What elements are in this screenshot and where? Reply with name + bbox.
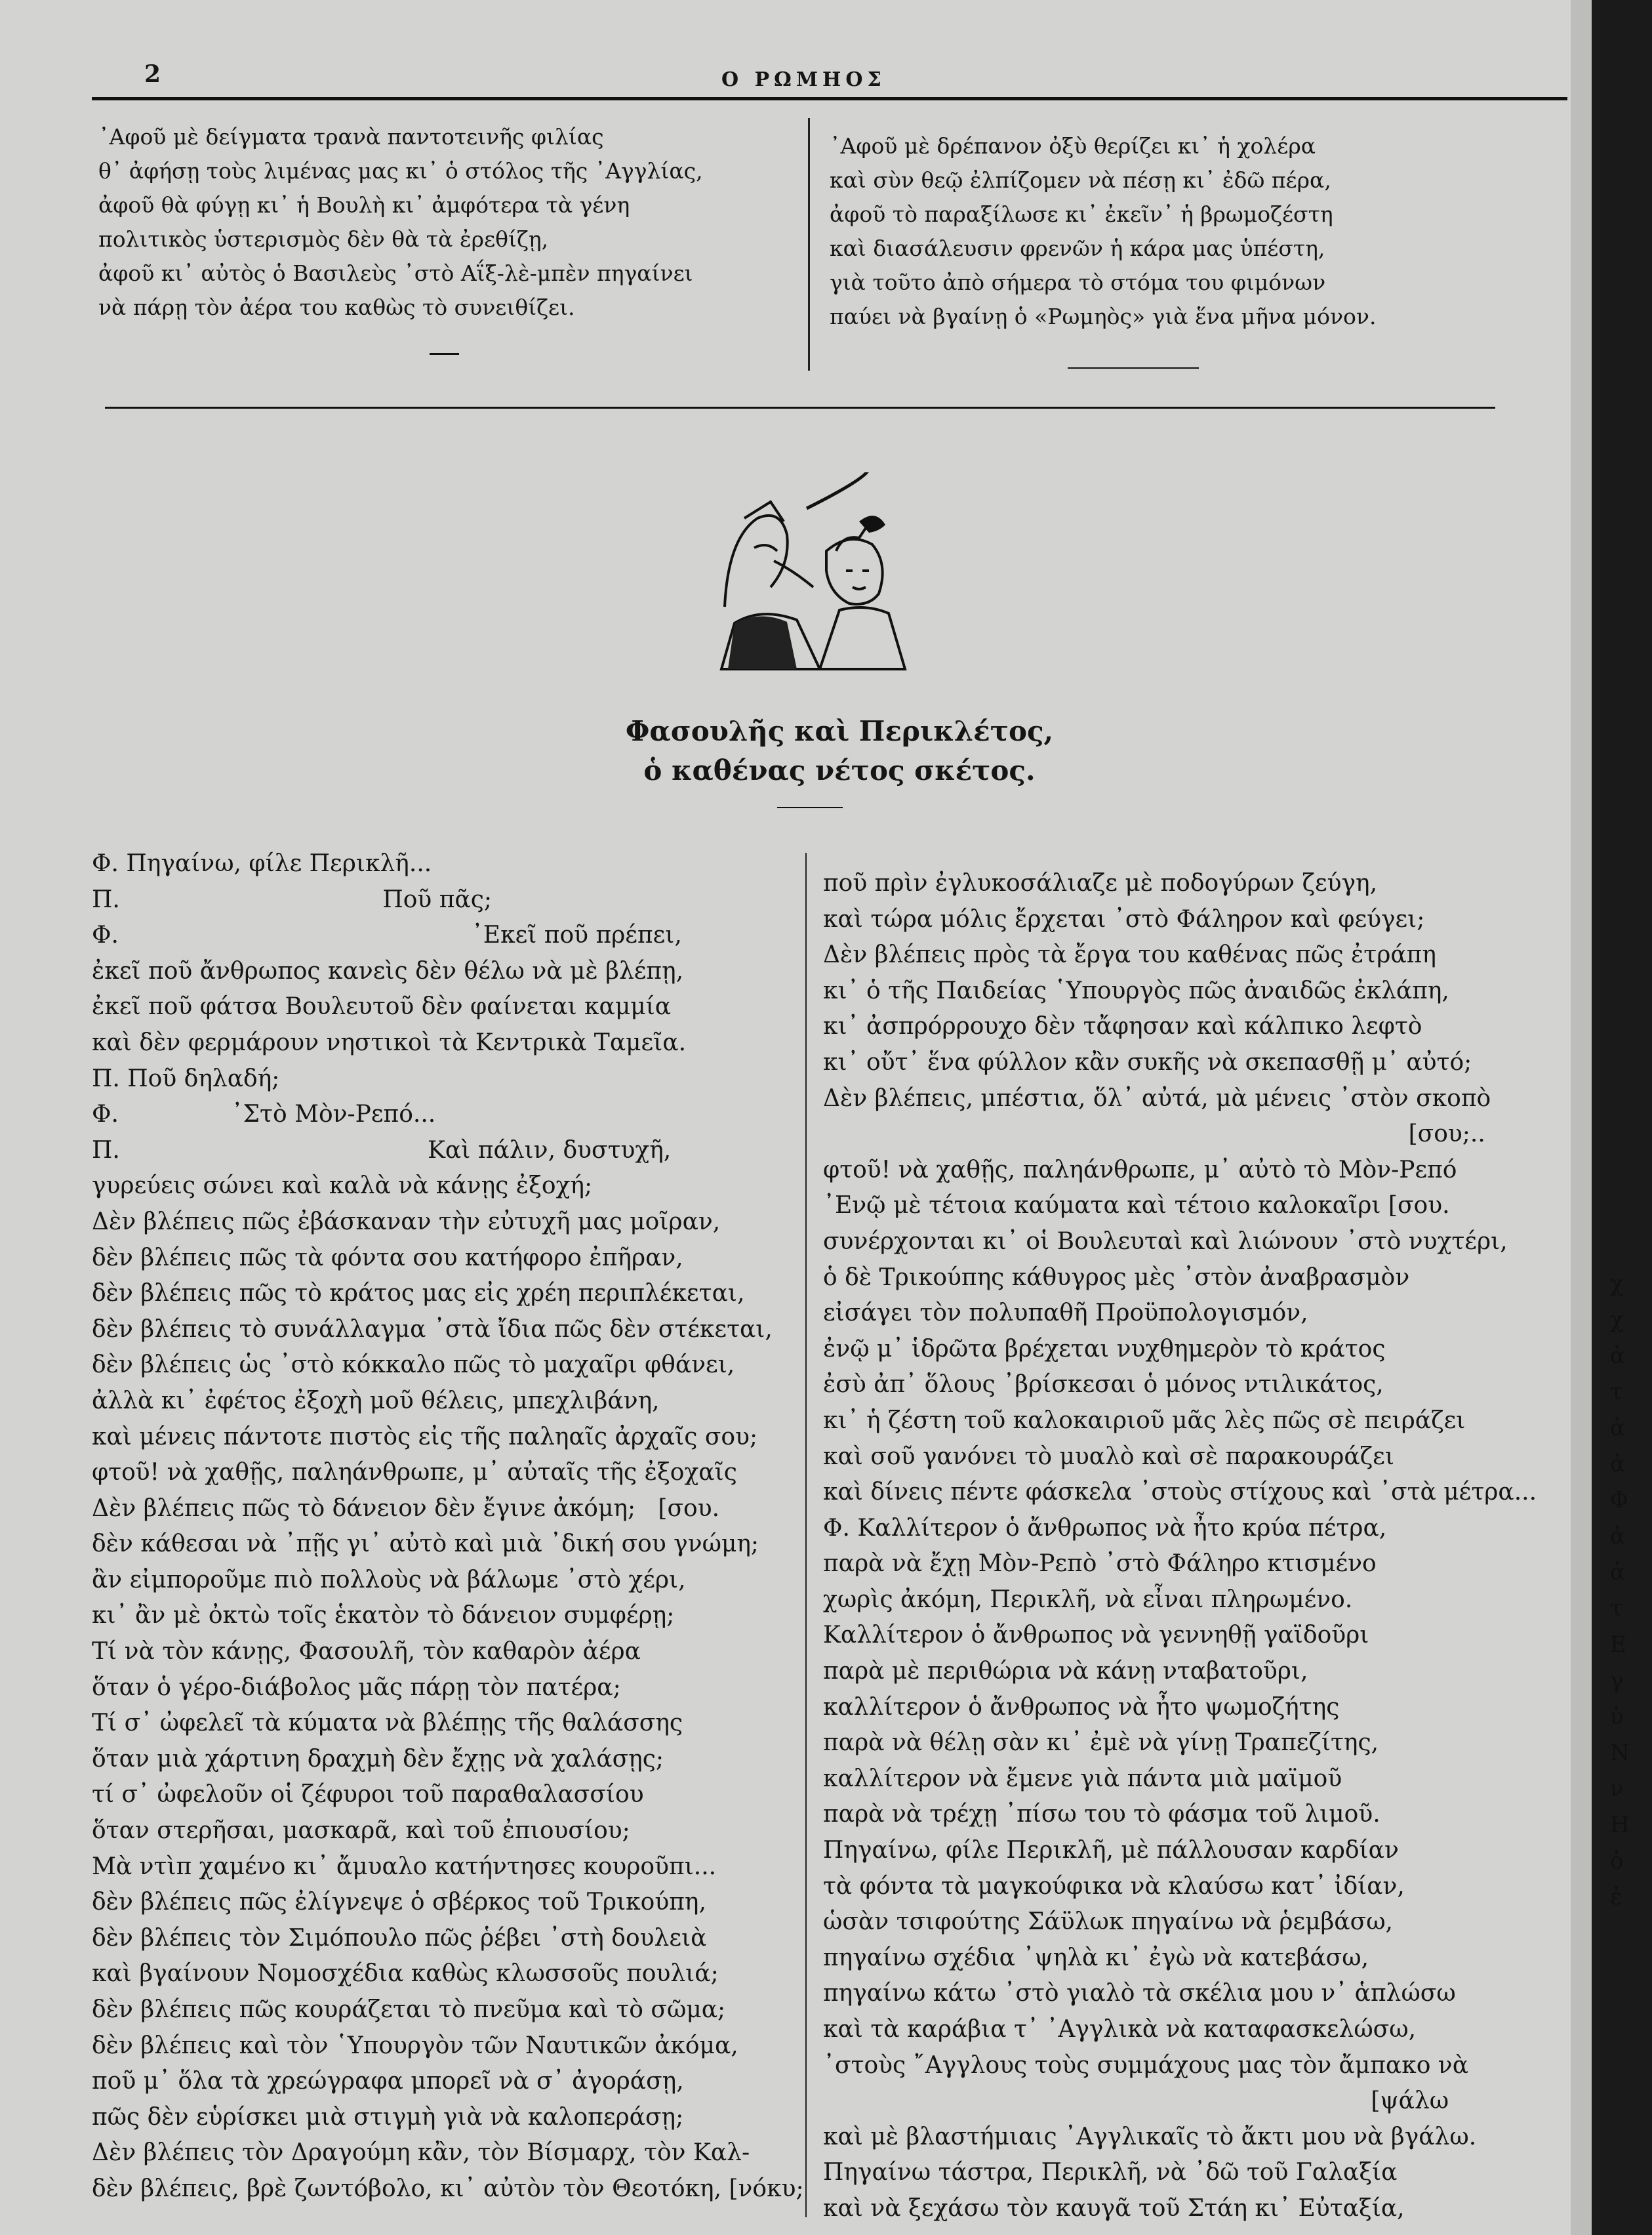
poem-line: ᾿Αφοῦ μὲ δρέπανον ὀξὺ θερίζει κι᾿ ἡ χολέρα xyxy=(830,133,1316,159)
verse-line: χωρὶς ἀκόμη, Περικλῆ, νὰ εἶναι πληρωμένο. xyxy=(823,1586,1353,1613)
verse-line: δὲν βλέπεις καὶ τὸν ῾Υπουργὸν τῶν Ναυτικῶν ἀκόμα, xyxy=(92,2032,738,2059)
verse-line: δὲν βλέπεις τὸ συνάλλαγμα ᾽στὰ ἴδια πῶς δὲν στέκεται, xyxy=(92,1315,773,1343)
verse-line: ἂν εἰμποροῦμε πιὸ πολλοὺς νὰ βάλωμε ᾽στὸ χέρι, xyxy=(92,1566,686,1593)
verse-line: ὡσὰν τσιφούτης Σάϋλωκ πηγαίνω νὰ ῥεμβάσω, xyxy=(823,1908,1393,1936)
verse-line: Φ. ᾽Στὸ Μὸν-Ρεπό... xyxy=(92,1101,436,1128)
verse-line: συνέρχονται κι᾿ οἱ Βουλευταὶ καὶ λιώνουν ᾽στὸ νυχτέρι, xyxy=(823,1227,1508,1255)
poem-line: ἀφοῦ κι᾿ αὐτὸς ὁ Βασιλεὺς ᾽στὸ Αΐξ-λὲ-μπὲν πηγαίνει xyxy=(98,260,693,286)
verse-line: κι᾿ ὁ τῆς Παιδείας ῾Υπουργὸς πῶς ἀναιδῶς ἐκλάπη, xyxy=(823,977,1449,1004)
verse-line: εἰσάγει τὸν πολυπαθῆ Προϋπολογισμόν, xyxy=(823,1300,1308,1327)
poem-line: παύει νὰ βγαίνῃ ὁ «Ρωμηὸς» γιὰ ἕνα μῆνα μόνον. xyxy=(830,304,1377,329)
edge-letter: ἐ xyxy=(1610,1884,1622,1910)
verse-line: παρὰ νὰ τρέχῃ ᾽πίσω του τὸ φάσμα τοῦ λιμοῦ. xyxy=(823,1801,1380,1828)
edge-letter: ἀ xyxy=(1610,1415,1625,1441)
verse-line: πηγαίνω κάτω ᾽στὸ γιαλὸ τὰ σκέλια μου ν᾿ ἁπλώσω xyxy=(823,1980,1456,2007)
edge-letter: Ε xyxy=(1610,1631,1626,1658)
verse-line: καὶ μὲ βλαστήμιαις ᾿Αγγλικαῖς τὸ ἄκτι μου νὰ βγάλω. xyxy=(823,2123,1477,2150)
verse-line: καὶ δὲν φερμάρουν νηστικοὶ τὰ Κεντρικὰ Ταμεῖα. xyxy=(92,1029,687,1056)
title-underline xyxy=(777,807,843,808)
verse-line: ὁ δὲ Τρικούπης κάθυγρος μὲς ᾽στὸν ἀναβρασμὸν xyxy=(823,1263,1410,1291)
verse-line: Φ. Πηγαίνω, φίλε Περικλῆ... xyxy=(92,850,432,877)
article-title xyxy=(616,712,1062,790)
verse-line: ποῦ μ᾿ ὅλα τὰ χρεώγραφα μπορεῖ νὰ σ᾿ ἀγοράσῃ, xyxy=(92,2068,684,2095)
verse-line: ὅταν ὁ γέρο-διάβολος μᾶς πάρῃ τὸν πατέρα; xyxy=(92,1673,621,1701)
verse-line: καὶ σοῦ γανόνει τὸ μυαλὸ καὶ σὲ παρακουράζει xyxy=(823,1443,1394,1470)
verse-line: καλλίτερον ὁ ἄνθρωπος νὰ ἦτο ψωμοζήτης xyxy=(823,1693,1340,1721)
verse-line: ὅταν μιὰ χάρτινη δραχμὴ δὲν ἔχῃς νὰ χαλάσῃς; xyxy=(92,1745,664,1773)
verse-line: Π. Καὶ πάλιν, δυστυχῆ, xyxy=(92,1136,672,1164)
verse-line: Π. Ποῦ πᾶς; xyxy=(92,886,493,913)
poem-line: ἀφοῦ τὸ παραξίλωσε κι᾿ ἐκεῖν᾿ ἡ βρωμοζέστη xyxy=(830,201,1333,227)
title-line-2: ὁ καθένας νέτος σκέτος. xyxy=(643,754,1036,787)
verse-line: ποῦ πρὶν ἐγλυκοσάλιαζε μὲ ποδογύρων ζεύγη, xyxy=(823,870,1378,897)
edge-letter: Η xyxy=(1610,1812,1630,1838)
verse-line: τί σ᾿ ὠφελοῦν οἱ ζέφυροι τοῦ παραθαλασσίου xyxy=(92,1781,644,1809)
verse-line: Μὰ ντὶπ χαμένο κι᾿ ἄμυαλο κατήντησες κουροῦπι... xyxy=(92,1853,717,1880)
verse-line: ἐσὺ ἀπ᾿ ὅλους ᾽βρίσκεσαι ὁ μόνος ντιλικάτος, xyxy=(823,1371,1384,1399)
verse-line: κι᾿ ἡ ζέστη τοῦ καλοκαιριοῦ μᾶς λὲς πῶς σὲ πειράζει xyxy=(823,1406,1466,1434)
end-dash-right xyxy=(1068,367,1199,369)
edge-letter: χ xyxy=(1610,1307,1624,1333)
verse-line: δὲν βλέπεις πῶς τὰ φόντα σου κατήφορο ἐπῆραν, xyxy=(92,1244,683,1271)
verse-line: πηγαίνω σχέδια ᾽ψηλὰ κι᾿ ἐγὼ νὰ κατεβάσω, xyxy=(823,1944,1369,1971)
edge-letter: ὁ xyxy=(1610,1848,1624,1874)
verse-line: καὶ τώρα μόλις ἔρχεται ᾽στὸ Φάληρον καὶ φεύγει; xyxy=(823,905,1425,933)
verse-line: παρὰ νὰ ἔχῃ Μὸν-Ρεπὸ ᾽στὸ Φάληρο κτισμένο xyxy=(823,1550,1377,1578)
header-rule xyxy=(92,97,1567,100)
verse-line: παρὰ νὰ θέλῃ σὰν κι᾿ ἐμὲ νὰ γίνῃ Τραπεζίτης, xyxy=(823,1729,1379,1757)
edge-letter: τ xyxy=(1610,1595,1622,1622)
running-title: Ο ΡΩΜΗΟΣ xyxy=(721,68,886,91)
verse-line: φτοῦ! νὰ χαθῇς, παληάνθρωπε, μ᾿ αὐταῖς τῆς ἐξοχαῖς xyxy=(92,1459,737,1487)
verse-line: δὲν βλέπεις πῶς ἐλίγνεψε ὁ σβέρκος τοῦ Τρικούπη, xyxy=(92,1889,706,1916)
right-column-text xyxy=(823,866,1537,2227)
edge-letter: Φ xyxy=(1610,1487,1628,1513)
verse-line: Τί νὰ τὸν κάνῃς, Φασουλῆ, τὸν καθαρὸν ἀέρα xyxy=(92,1638,641,1666)
verse-line: δὲν κάθεσαι νὰ ᾽πῇς γι᾿ αὐτὸ καὶ μιὰ ᾽δική σου γνώμη; xyxy=(92,1530,759,1558)
verse-line: Δὲν βλέπεις πρὸς τὰ ἔργα του καθένας πῶς ἐτράπη xyxy=(823,941,1436,969)
verse-line: ἀλλὰ κι᾿ ἐφέτος ἐξοχὴ μοῦ θέλεις, μπεχλιβάνη, xyxy=(92,1387,660,1414)
verse-line: Πηγαίνω, φίλε Περικλῆ, μὲ πάλλουσαν καρδίαν xyxy=(823,1837,1399,1864)
poem-line: νὰ πάρῃ τὸν ἀέρα του καθὼς τὸ συνειθίζει. xyxy=(98,295,575,320)
column-divider-top xyxy=(808,118,810,371)
verse-line: ἐκεῖ ποῦ ἄνθρωπος κανεὶς δὲν θέλω νὰ μὲ βλέπῃ, xyxy=(92,957,684,985)
poem-line: θ᾿ ἀφήσῃ τοὺς λιμένας μας κι᾿ ὁ στόλος τῆς ᾿Αγγλίας, xyxy=(98,158,703,184)
verse-line: κι᾿ οὔτ᾿ ἕνα φύλλον κἂν συκῆς νὰ σκεπασθῇ μ᾿ αὐτό; xyxy=(823,1048,1472,1076)
poem-line: καὶ διασάλευσιν φρενῶν ἡ κάρα μας ὑπέστη, xyxy=(830,236,1325,261)
verse-line: Δὲν βλέπεις τὸν Δραγούμη κἂν, τὸν Βίσμαρχ, τὸν Καλ- xyxy=(92,2139,750,2167)
edge-letter: ἀ xyxy=(1610,1559,1625,1586)
verse-line: Δὲν βλέπεις πῶς τὸ δάνειον δὲν ἔγινε ἀκόμη; [σου. xyxy=(92,1494,720,1522)
edge-letter: ἀ xyxy=(1610,1523,1625,1549)
column-divider-main xyxy=(805,853,807,2217)
edge-letter: Ν xyxy=(1610,1740,1630,1766)
left-column-text xyxy=(92,846,804,2207)
adjacent-page-text xyxy=(1610,1266,1636,1916)
verse-line: δὲν βλέπεις πῶς τὸ κράτος μας εἰς χρέη περιπλέκεται, xyxy=(92,1280,745,1307)
edge-letter: ὑ xyxy=(1610,1704,1624,1730)
verse-line: φτοῦ! νὰ χαθῇς, παληάνθρωπε, μ᾿ αὐτὸ τὸ Μὸν-Ρεπό xyxy=(823,1156,1457,1183)
poem-line: πολιτικὸς ὑστερισμὸς δὲν θὰ τὰ ἐρεθίζῃ, xyxy=(98,226,549,252)
verse-line: δὲν βλέπεις ὡς ᾽στὸ κόκκαλο πῶς τὸ μαχαῖρι φθάνει, xyxy=(92,1351,735,1379)
verse-line: Δὲν βλέπεις πῶς ἐβάσκαναν τὴν εὐτυχῆ μας μοῖραν, xyxy=(92,1208,721,1235)
verse-line: παρὰ μὲ περιθώρια νὰ κάνῃ νταβατοῦρι, xyxy=(823,1658,1308,1685)
verse-line: Φ. Καλλίτερον ὁ ἄνθρωπος νὰ ἦτο κρύα πέτρα, xyxy=(823,1514,1387,1542)
verse-line: Π. Ποῦ δηλαδή; xyxy=(92,1065,280,1092)
edge-letter: τ xyxy=(1610,1379,1622,1405)
section-rule xyxy=(105,407,1495,409)
verse-line: [σου;.. xyxy=(823,1120,1485,1148)
verse-line: καὶ δίνεις πέντε φάσκελα ᾽στοὺς στίχους καὶ ᾽στὰ μέτρα... xyxy=(823,1479,1537,1506)
edge-letter: ἀ xyxy=(1610,1343,1625,1369)
verse-line: ὅταν στερῆσαι, μασκαρᾶ, καὶ τοῦ ἐπιουσίου; xyxy=(92,1817,630,1845)
verse-line: Καλλίτερον ὁ ἄνθρωπος νὰ γεννηθῇ γαϊδοῦρι xyxy=(823,1622,1369,1649)
verse-line: τὰ φόντα τὰ μαγκούφικα νὰ κλαύσω κατ᾿ ἰδίαν, xyxy=(823,1872,1405,1900)
verse-line: καὶ νὰ ξεχάσω τὸν καυγᾶ τοῦ Στάη κι᾿ Εὐταξία, xyxy=(823,2194,1405,2222)
page-number: 2 xyxy=(144,60,161,88)
verse-line: καὶ βγαίνουν Νομοσχέδια καθὼς κλωσσοῦς πουλιά; xyxy=(92,1960,719,1988)
verse-line: πῶς δὲν εὑρίσκει μιὰ στιγμὴ γιὰ νὰ καλοπεράσῃ; xyxy=(92,2103,684,2131)
edge-letter: γ xyxy=(1610,1668,1624,1694)
title-line-1: Φασουλῆς καὶ Περικλέτος, xyxy=(625,715,1054,747)
poem-line: καὶ σὺν θεῷ ἐλπίζομεν νὰ πέσῃ κι᾿ ἐδῶ πέρα, xyxy=(830,167,1331,193)
verse-line: Φ. ᾽Εκεῖ ποῦ πρέπει, xyxy=(92,922,682,949)
verse-line: ἐκεῖ ποῦ φάτσα Βουλευτοῦ δὲν φαίνεται καμμία xyxy=(92,993,672,1021)
verse-line: γυρεύεις σώνει καὶ καλὰ νὰ κάνῃς ἐξοχή; xyxy=(92,1172,593,1200)
verse-line: ᾿Ενῷ μὲ τέτοια καύματα καὶ τέτοιο καλοκαῖρι [σου. xyxy=(823,1192,1450,1220)
verse-line: κι᾿ ἂν μὲ ὀκτὼ τοῖς ἑκατὸν τὸ δάνειον συμφέρῃ; xyxy=(92,1602,675,1630)
cartoon-illustration xyxy=(708,472,957,682)
edge-letter: ἀ xyxy=(1610,1451,1625,1477)
verse-line: καὶ μένεις πάντοτε πιστὸς εἰς τῆς παληαῖς ἀρχαῖς σου; xyxy=(92,1423,758,1450)
verse-line: Δὲν βλέπεις, μπέστια, ὅλ᾿ αὐτά, μὰ μένεις ᾽στὸν σκοπὸ xyxy=(823,1084,1491,1112)
poem-line: γιὰ τοῦτο ἀπὸ σήμερα τὸ στόμα του φιμόνων xyxy=(830,270,1326,295)
verse-line: Πηγαίνω τάστρα, Περικλῆ, νὰ ᾽δῶ τοῦ Γαλαξία xyxy=(823,2159,1398,2186)
verse-line: ἐνῷ μ᾿ ἱδρῶτα βρέχεται νυχθημερὸν τὸ κράτος xyxy=(823,1335,1386,1363)
verse-line: καὶ τὰ καράβια τ᾿ ᾿Αγγλικὰ νὰ καταφασκελώσω, xyxy=(823,2016,1417,2043)
top-right-poem xyxy=(830,129,1376,334)
verse-line: καλλίτερον νὰ ἔμενε γιὰ πάντα μιὰ μαϊμοῦ xyxy=(823,1765,1342,1792)
verse-line: κι᾿ ἀσπρόρρουχο δὲν τἄφησαν καὶ κάλπικο λεφτὸ xyxy=(823,1013,1422,1040)
edge-letter: ν xyxy=(1610,1776,1624,1802)
poem-line: ἀφοῦ θὰ φύγῃ κι᾿ ἡ Βουλὴ κι᾿ ἀμφότερα τὰ γένη xyxy=(98,192,630,218)
verse-line: Τί σ᾿ ὠφελεῖ τὰ κύματα νὰ βλέπῃς τῆς θαλάσσης xyxy=(92,1710,683,1737)
verse-line: δὲν βλέπεις πῶς κουράζεται τὸ πνεῦμα καὶ τὸ σῶμα; xyxy=(92,1996,726,2023)
end-dash-left xyxy=(430,353,459,355)
verse-line: [ψάλω xyxy=(823,2087,1449,2115)
verse-line: δὲν βλέπεις, βρὲ ζωντόβολο, κι᾿ αὐτὸν τὸν Θεοτόκη, [νόκυ; xyxy=(92,2175,804,2202)
verse-line: δὲν βλέπεις τὸν Σιμόπουλο πῶς ῥέβει ᾽στὴ δουλειὰ xyxy=(92,1924,707,1952)
top-left-poem xyxy=(98,120,703,325)
verse-line: ᾽στοὺς ῎Αγγλους τοὺς συμμάχους μας τὸν ἄμπακο νὰ xyxy=(823,2051,1469,2079)
edge-letter: χ xyxy=(1610,1271,1624,1297)
poem-line: ᾿Αφοῦ μὲ δείγματα τρανὰ παντοτεινῆς φιλίας xyxy=(98,124,604,150)
